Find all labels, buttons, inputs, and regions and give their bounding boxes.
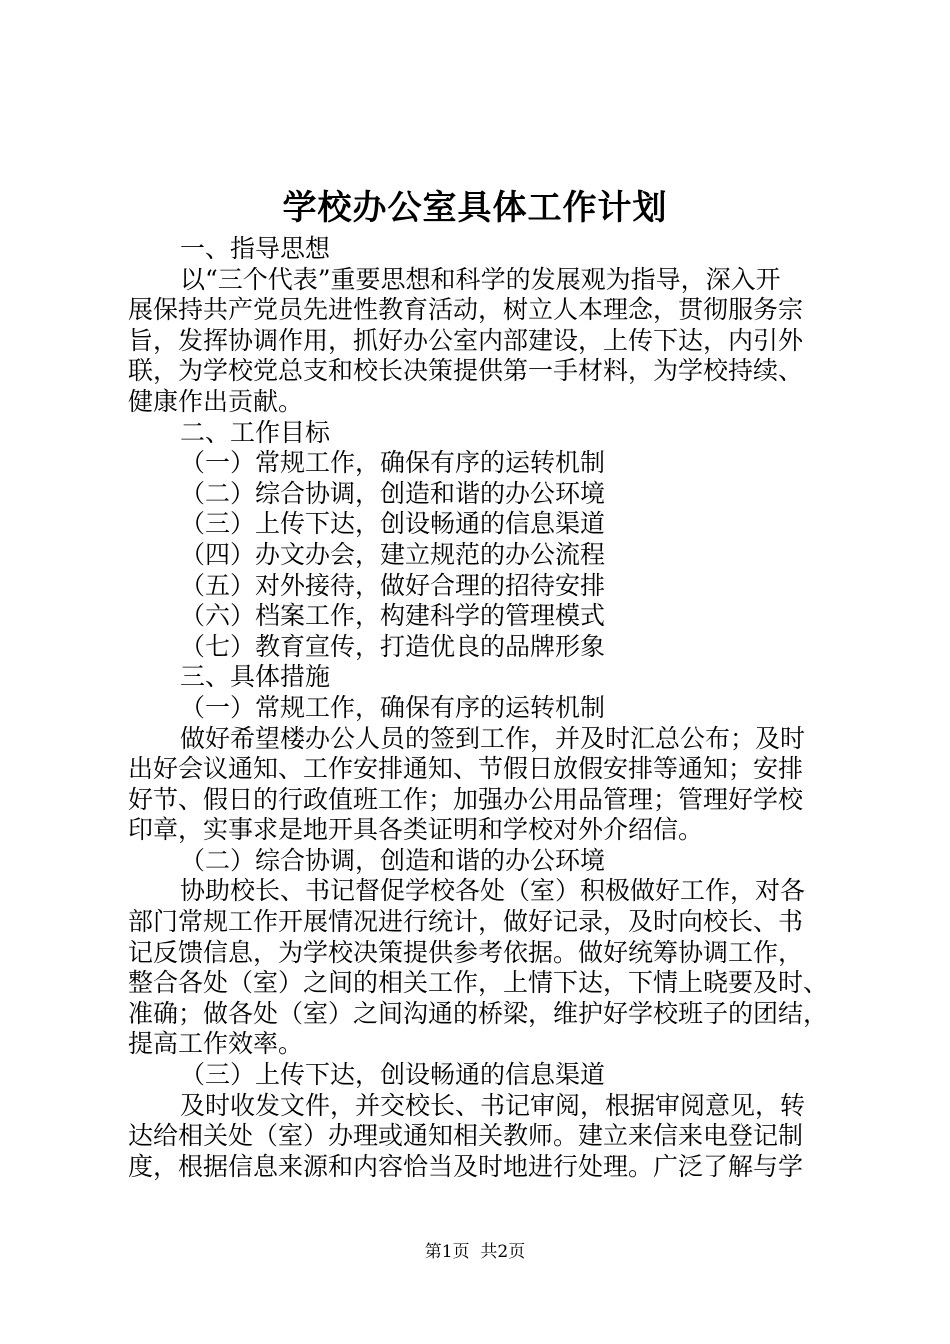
- paragraph-line: 好节、假日的行政值班工作；加强办公用品管理；管理好学校: [128, 784, 804, 814]
- paragraph-line: 旨，发挥协调作用，抓好办公室内部建设，上传下达，内引外: [128, 325, 804, 355]
- paragraph-line: 协助校长、书记督促学校各处（室）积极做好工作，对各: [180, 876, 806, 906]
- subsection-heading: （三）上传下达，创设畅通的信息渠道: [180, 1060, 606, 1090]
- paragraph-line: 及时收发文件，并交校长、书记审阅，根据审阅意见，转: [180, 1090, 806, 1120]
- paragraph-line: 达给相关处（室）办理或通知相关教师。建立来信来电登记制: [128, 1121, 804, 1151]
- subsection-heading: （五）对外接待，做好合理的招待安排: [180, 570, 606, 600]
- subsection-heading: （二）综合协调，创造和谐的办公环境: [180, 845, 606, 875]
- document-title: 学校办公室具体工作计划: [282, 188, 668, 228]
- paragraph-line: 印章，实事求是地开具各类证明和学校对外介绍信。: [128, 815, 704, 845]
- subsection-heading: （一）常规工作，确保有序的运转机制: [180, 448, 606, 478]
- paragraph-line: 记反馈信息，为学校决策提供参考依据。做好统筹协调工作，: [128, 937, 804, 967]
- section-heading: 三、具体措施: [180, 662, 331, 692]
- subsection-heading: （四）办文办会，建立规范的办公流程: [180, 539, 606, 569]
- paragraph-line: 展保持共产党员先进性教育活动，树立人本理念，贯彻服务宗: [128, 295, 804, 325]
- page-footer: [0, 1240, 950, 1264]
- paragraph-line: 准确；做各处（室）之间沟通的桥梁，维护好学校班子的团结，: [128, 998, 829, 1028]
- paragraph-line: 度，根据信息来源和内容恰当及时地进行处理。广泛了解与学: [128, 1151, 804, 1181]
- subsection-heading: （六）档案工作，构建科学的管理模式: [180, 601, 606, 631]
- section-heading: 二、工作目标: [180, 417, 331, 447]
- subsection-heading: （一）常规工作，确保有序的运转机制: [180, 692, 606, 722]
- subsection-heading: （二）综合协调，创造和谐的办公环境: [180, 478, 606, 508]
- paragraph-line: 提高工作效率。: [128, 1029, 304, 1059]
- paragraph-line: 整合各处（室）之间的相关工作，上情下达，下情上晓要及时、: [128, 968, 829, 998]
- paragraph-line: 做好希望楼办公人员的签到工作，并及时汇总公布；及时: [180, 723, 806, 753]
- section-heading: 一、指导思想: [180, 234, 331, 263]
- document-body: [128, 234, 828, 1182]
- paragraph-line: 以“三个代表”重要思想和科学的发展观为指导，深入开: [180, 264, 781, 294]
- page-number-label: 第1页 共2页: [424, 1242, 526, 1262]
- paragraph-line: 出好会议通知、工作安排通知、节假日放假安排等通知；安排: [128, 754, 804, 784]
- subsection-heading: （七）教育宣传，打造优良的品牌形象: [180, 631, 606, 661]
- paragraph-line: 联，为学校党总支和校长决策提供第一手材料，为学校持续、: [128, 356, 804, 386]
- paragraph-line: 健康作出贡献。: [128, 386, 304, 416]
- subsection-heading: （三）上传下达，创设畅通的信息渠道: [180, 509, 606, 539]
- paragraph-line: 部门常规工作开展情况进行统计，做好记录，及时向校长、书: [128, 907, 804, 937]
